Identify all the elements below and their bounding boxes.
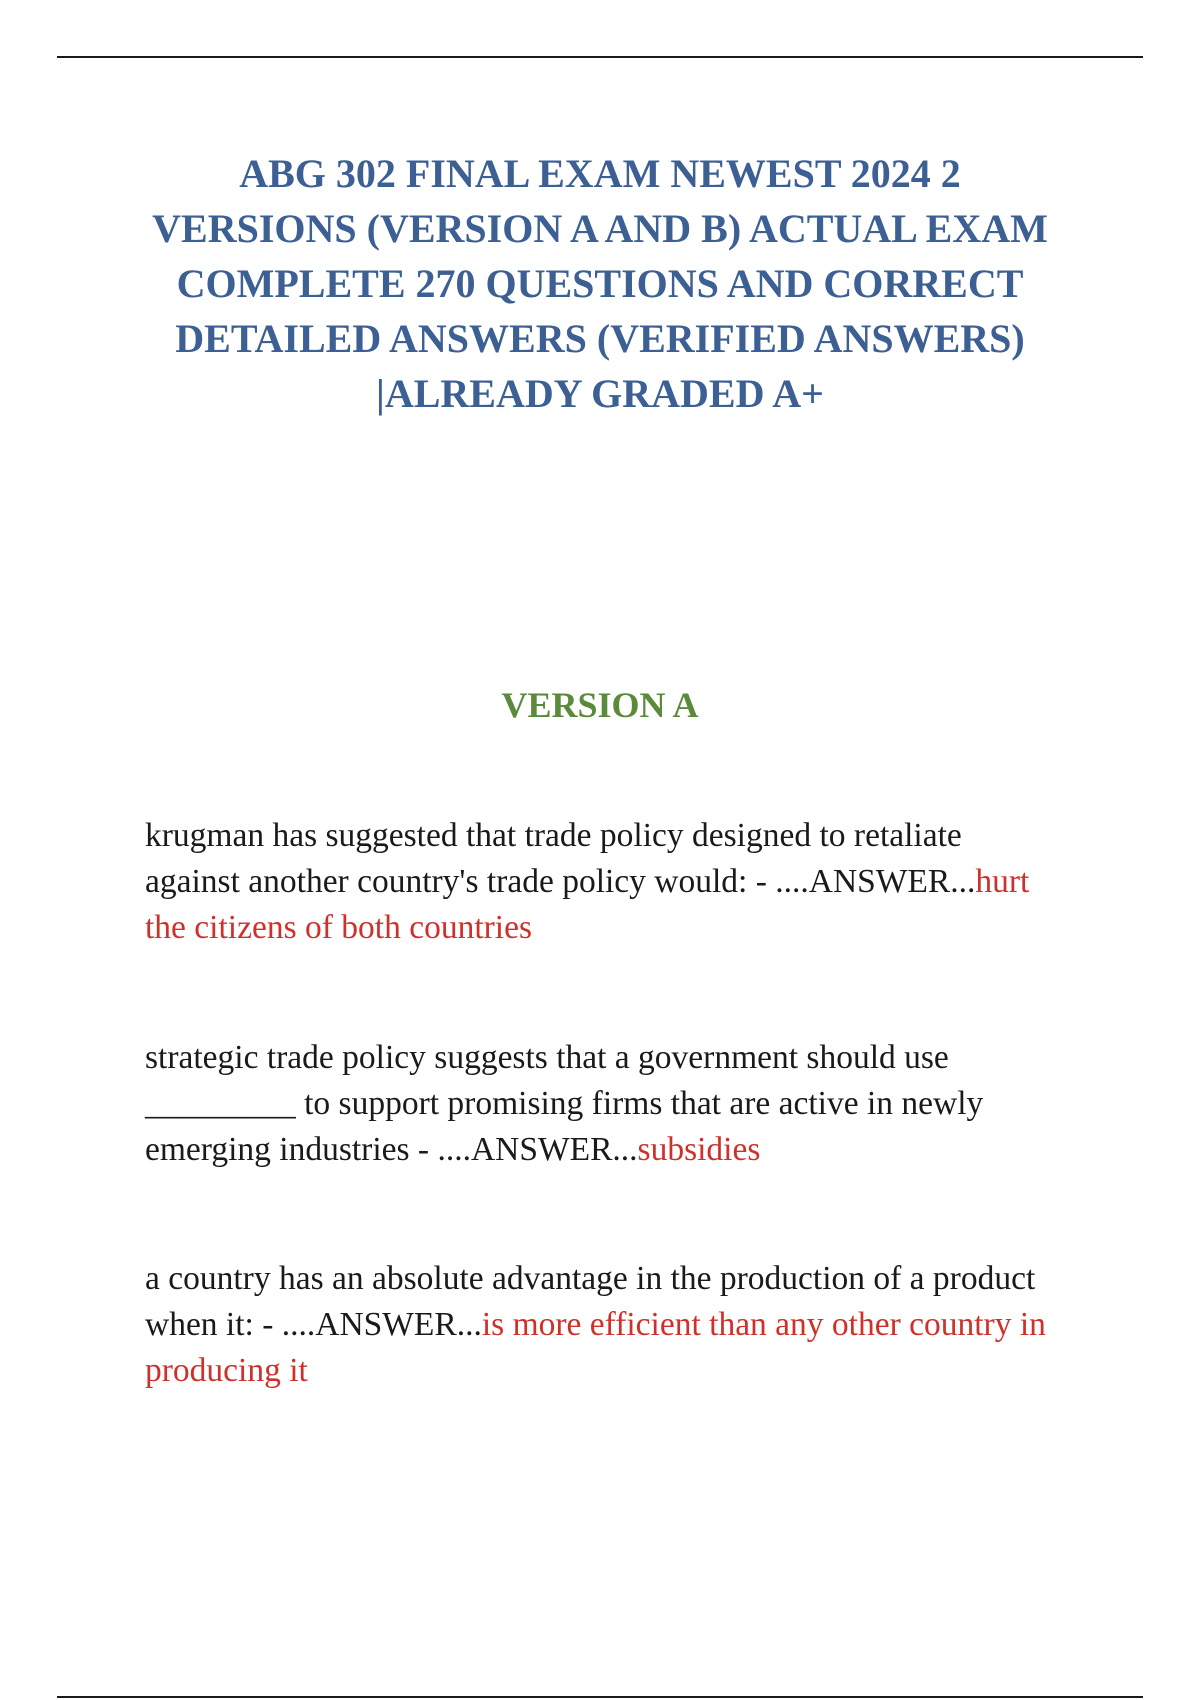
question-text: krugman has suggested that trade policy designed to retaliate against another country's trade policy would: - [145, 817, 962, 900]
answer-marker: ....ANSWER... [281, 1306, 482, 1343]
document-title: ABG 302 FINAL EXAM NEWEST 2024 2 VERSIONS (VERSION A AND B) ACTUAL EXAM COMPLETE 270 QUESTIONS AND CORRECT DETAILED ANSWERS (VERIFIED ANSWERS) |ALREADY GRADED A+ [152, 151, 1048, 416]
question-item [145, 813, 1065, 951]
question-text: strategic trade policy suggests that a government should use _________ to support promising firms that are active in newly emerging industries - [145, 1039, 984, 1168]
answer-text: hurt the citizens of both countries [145, 863, 1030, 946]
answer-text: subsidies [637, 1131, 761, 1168]
answer-text: is more efficient than any other country in producing it [145, 1306, 1046, 1389]
answer-marker: ....ANSWER... [775, 863, 976, 900]
question-text: a country has an absolute advantage in the production of a product when it: - [145, 1260, 1036, 1343]
top-rule [57, 56, 1143, 58]
question-item [145, 1035, 1065, 1173]
question-item [145, 1256, 1065, 1394]
answer-marker: ....ANSWER... [437, 1131, 638, 1168]
bottom-rule [57, 1696, 1143, 1698]
section-heading: VERSION A [501, 685, 699, 725]
